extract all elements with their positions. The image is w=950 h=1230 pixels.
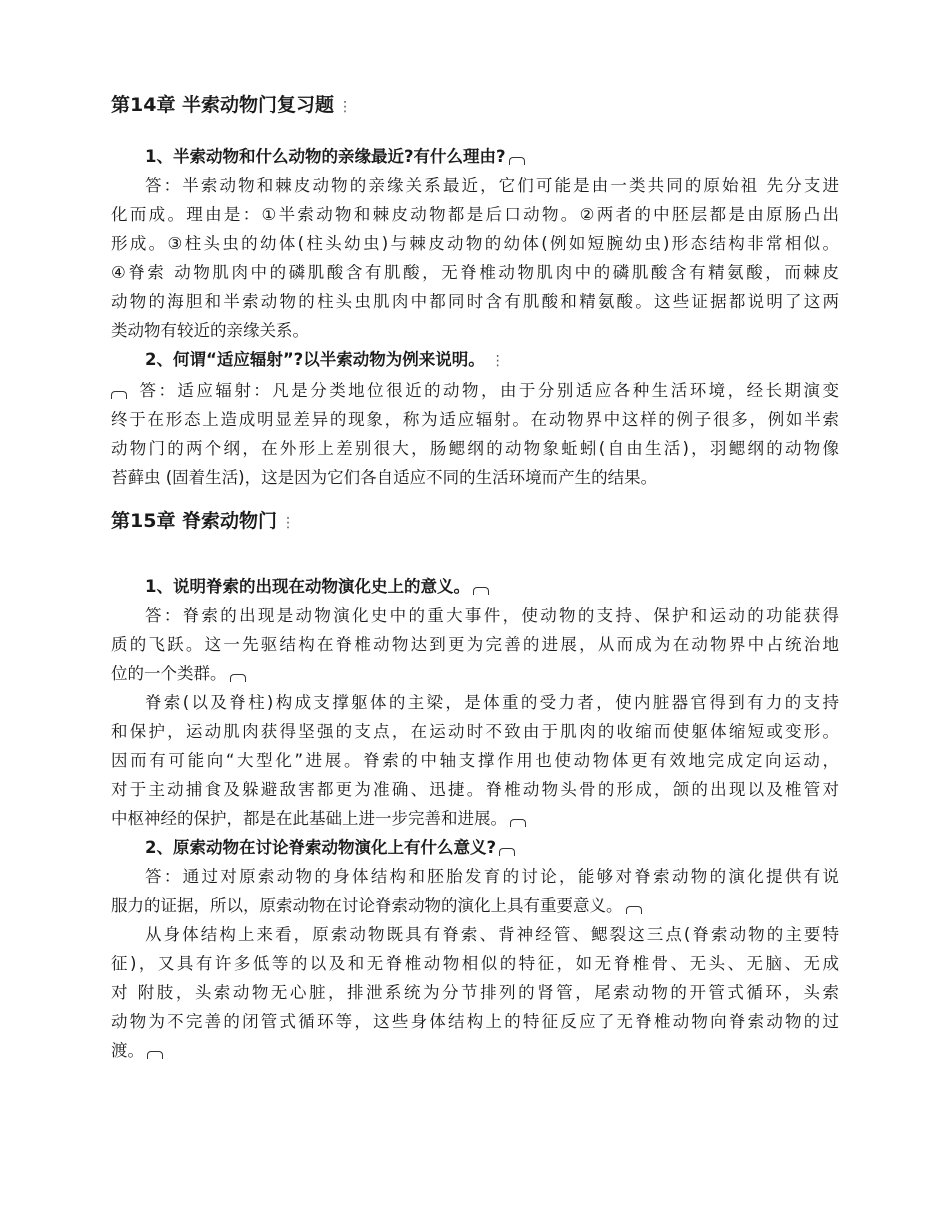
anchor-mark-icon: ⋮ <box>281 515 296 531</box>
answer-line: 对 附肢，头索动物无心脏，排泄系统为分节排列的肾管，尾索动物的开管式循环，头索 <box>111 983 839 1002</box>
paragraph-mark-icon <box>509 157 525 165</box>
answer-15-2-part2 <box>111 920 839 1065</box>
answer-line: 答：脊索的出现是动物演化史中的重大事件，使动物的支持、保护和运动的功能获得 <box>145 606 839 625</box>
answer-line: 答：通过对原索动物的身体结构和胚胎发育的讨论，能够对脊索动物的演化提供有说 <box>145 867 839 886</box>
paragraph-mark-icon <box>473 587 489 595</box>
question-15-1 <box>111 572 839 601</box>
answer-15-1-part1 <box>111 601 839 688</box>
anchor-mark-icon: ⋮ <box>490 353 505 369</box>
paragraph-mark-icon <box>230 674 246 682</box>
question-text: 2、原索动物在讨论脊索动物演化上有什么意义? <box>145 838 497 857</box>
question-14-1 <box>111 142 839 171</box>
answer-line: 渡。 <box>111 1036 839 1065</box>
chapter-15-heading <box>111 506 839 538</box>
paragraph-mark-icon <box>111 391 127 399</box>
chapter-14-title: 第14章 半索动物门复习题 <box>111 94 335 116</box>
answer-line: 苔藓虫 (固着生活)，这是因为它们各自适应不同的生活环境而产生的结果。 <box>111 468 658 487</box>
answer-line: 服力的证据，所以，原索动物在讨论脊索动物的演化上具有重要意义。 <box>111 891 839 920</box>
paragraph-mark-icon <box>499 848 515 856</box>
chapter-14-heading <box>111 90 839 122</box>
question-14-2 <box>111 345 839 376</box>
answer-line: 答：半索动物和棘皮动物的亲缘关系最近，它们可能是由一类共同的原始祖 先分支进 <box>145 176 839 195</box>
answer-line: 脊索(以及脊柱)构成支撑躯体的主梁，是体重的受力者，使内脏器官得到有力的支持 <box>145 693 839 712</box>
answer-line: 动物门的两个纲，在外形上差别很大，肠鳃纲的动物象蚯蚓(自由生活)，羽鳃纲的动物像 <box>111 439 839 458</box>
answer-15-1-part2 <box>111 688 839 833</box>
paragraph-mark-icon <box>510 819 526 827</box>
document-page <box>111 90 839 1065</box>
question-text: 2、何谓“适应辐射”?以半索动物为例来说明。 <box>145 350 485 369</box>
answer-line: 类动物有较近的亲缘关系。 <box>111 321 309 340</box>
answer-line: 动物的海胆和半索动物的柱头虫肌肉中都同时含有肌酸和精氨酸。这些证据都说明了这两 <box>111 292 839 311</box>
question-text: 1、半索动物和什么动物的亲缘最近?有什么理由? <box>145 147 506 166</box>
answer-line: 化而成。理由是：①半索动物和棘皮动物都是后口动物。②两者的中胚层都是由原肠凸出 <box>111 205 839 224</box>
answer-15-2-part1 <box>111 862 839 920</box>
answer-line: 中枢神经的保护，都是在此基础上进一步完善和进展。 <box>111 804 839 833</box>
answer-line: 和保护，运动肌肉获得坚强的支点，在运动时不致由于肌肉的收缩而使躯体缩短或变形。 <box>111 722 839 741</box>
answer-line: 位的一个类群。 <box>111 659 839 688</box>
answer-line: 动物为不完善的闭管式循环等，这些身体结构上的特征反应了无脊椎动物向脊索动物的过 <box>111 1012 839 1031</box>
question-text: 1、说明脊索的出现在动物演化史上的意义。 <box>145 577 470 596</box>
question-15-2 <box>111 833 839 862</box>
paragraph-mark-icon <box>626 906 642 914</box>
answer-14-2 <box>111 376 839 492</box>
paragraph-mark-icon <box>147 1051 163 1059</box>
answer-line: 从身体结构上来看，原索动物既具有脊索、背神经管、鳃裂这三点(脊索动物的主要特 <box>145 925 839 944</box>
anchor-mark-icon: ⋮ <box>338 99 353 115</box>
answer-line: 因而有可能向“大型化”进展。脊索的中轴支撑作用也使动物体更有效地完成定向运动， <box>111 751 839 770</box>
answer-line: 形成。③柱头虫的幼体(柱头幼虫)与棘皮动物的幼体(例如短腕幼虫)形态结构非常相似。 <box>111 234 839 253</box>
answer-line: 征)，又具有许多低等的以及和无脊椎动物相似的特征，如无脊椎骨、无头、无脑、无成 <box>111 954 839 973</box>
answer-line: 对于主动捕食及躲避敌害都更为准确、迅捷。脊椎动物头骨的形成，颌的出现以及椎管对 <box>111 780 839 799</box>
answer-line: ④脊索 动物肌肉中的磷肌酸含有肌酸，无脊椎动物肌肉中的磷肌酸含有精氨酸，而棘皮 <box>111 263 839 282</box>
answer-line: 终于在形态上造成明显差异的现象，称为适应辐射。在动物界中这样的例子很多，例如半索 <box>111 410 839 429</box>
answer-line: 答：适应辐射：凡是分类地位很近的动物，由于分别适应各种生活环境，经长期演变 <box>111 376 839 405</box>
answer-line: 质的飞跃。这一先驱结构在脊椎动物达到更为完善的进展，从而成为在动物界中占统治地 <box>111 635 839 654</box>
answer-14-1 <box>111 171 839 345</box>
chapter-15-title: 第15章 脊索动物门 <box>111 510 278 532</box>
